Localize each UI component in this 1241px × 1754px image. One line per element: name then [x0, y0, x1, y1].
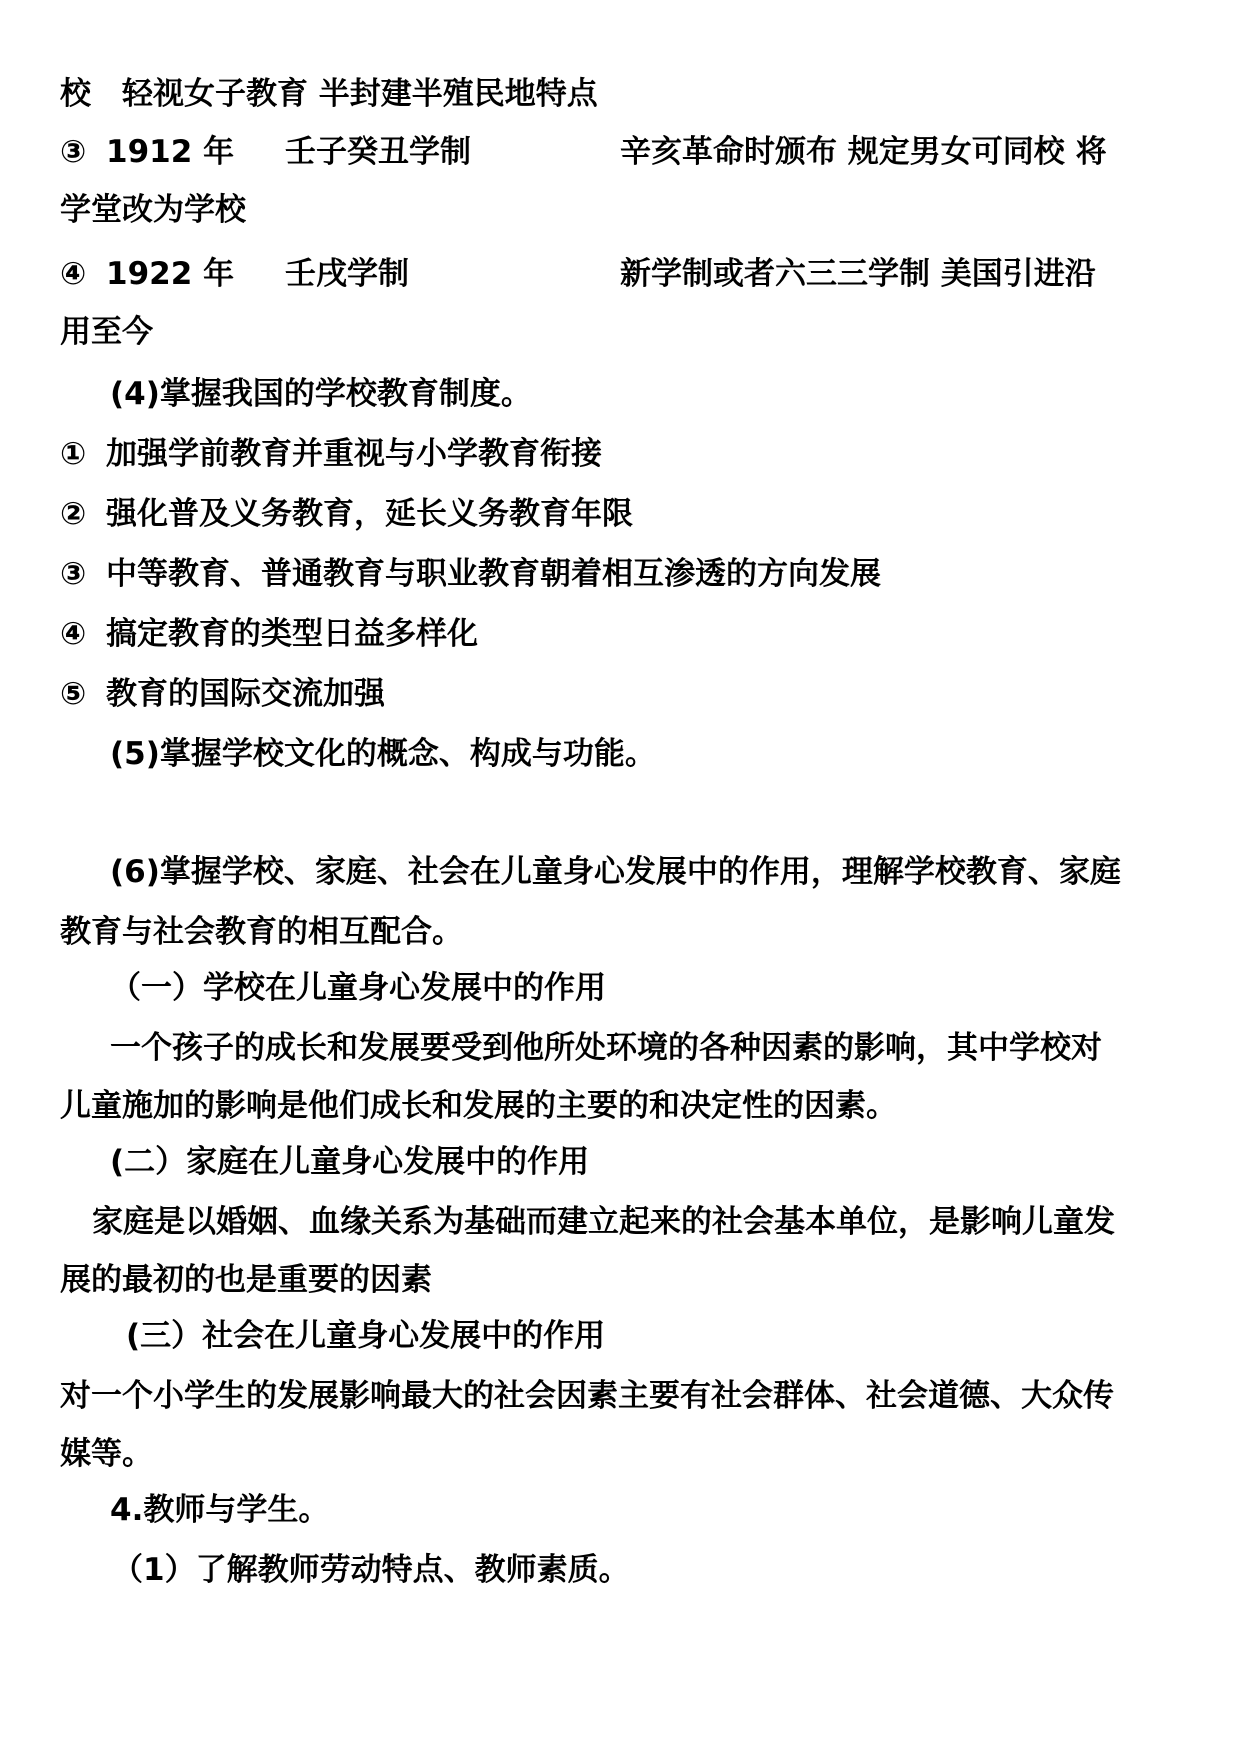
list-item	[60, 434, 602, 474]
subsection-teacher-traits: （1）了解教师劳动特点、教师素质。	[112, 1552, 630, 1588]
list-item-text: 中等教育、普通教育与职业教育朝着相互渗透的方向发展	[106, 556, 881, 592]
section-teachers-students: 4.教师与学生。	[110, 1492, 330, 1528]
system-name-1922: 壬戌学制	[285, 256, 409, 292]
text-line-1: 校 轻视女子教育 半封建半殖民地特点	[60, 76, 598, 112]
list-item	[60, 494, 633, 534]
paragraph-society-line-2: 媒等。	[60, 1436, 153, 1472]
list-item-text: 强化普及义务教育，延长义务教育年限	[106, 496, 633, 532]
list-item	[60, 554, 881, 594]
school-system-1922	[60, 254, 234, 294]
paragraph-family-line-1: 家庭是以婚姻、血缘关系为基础而建立起来的社会基本单位，是影响儿童发	[92, 1204, 1115, 1240]
circled-number-1: ①	[60, 436, 87, 472]
school-system-1912	[60, 132, 234, 172]
paragraph-society-line-1: 对一个小学生的发展影响最大的社会因素主要有社会群体、社会道德、大众传	[60, 1378, 1114, 1414]
year-1912: 1912 年	[106, 134, 235, 170]
list-item-text: 加强学前教育并重视与小学教育衔接	[106, 436, 602, 472]
system-desc-1912: 辛亥革命时颁布 规定男女可同校 将	[620, 134, 1107, 170]
heading-4: (4)掌握我国的学校教育制度。	[110, 376, 532, 412]
list-item-text: 搞定教育的类型日益多样化	[106, 616, 478, 652]
paragraph-school-line-1: 一个孩子的成长和发展要受到他所处环境的各种因素的影响，其中学校对	[110, 1030, 1102, 1066]
circled-number-4: ④	[60, 256, 87, 292]
circled-number-5: ⑤	[60, 676, 87, 712]
subheading-family: (二）家庭在儿童身心发展中的作用	[110, 1144, 590, 1180]
system-name-1912: 壬子癸丑学制	[285, 134, 471, 170]
year-1922: 1922 年	[106, 256, 235, 292]
subheading-society: (三）社会在儿童身心发展中的作用	[126, 1318, 606, 1354]
heading-6-line-2: 教育与社会教育的相互配合。	[60, 914, 463, 950]
text-line-5: 用至今	[60, 314, 153, 350]
subheading-school: （一）学校在儿童身心发展中的作用	[110, 970, 606, 1006]
list-item-text: 教育的国际交流加强	[106, 676, 385, 712]
list-item	[60, 614, 478, 654]
text-line-3: 学堂改为学校	[60, 192, 246, 228]
circled-number-2: ②	[60, 496, 87, 532]
paragraph-family-line-2: 展的最初的也是重要的因素	[60, 1262, 432, 1298]
heading-5: (5)掌握学校文化的概念、构成与功能。	[110, 736, 656, 772]
paragraph-school-line-2: 儿童施加的影响是他们成长和发展的主要的和决定性的因素。	[60, 1088, 897, 1124]
system-desc-1922: 新学制或者六三三学制 美国引进沿	[620, 256, 1096, 292]
circled-number-3: ③	[60, 134, 87, 170]
circled-number-3: ③	[60, 556, 87, 592]
heading-6-line-1: (6)掌握学校、家庭、社会在儿童身心发展中的作用，理解学校教育、家庭	[110, 854, 1121, 890]
circled-number-4: ④	[60, 616, 87, 652]
list-item	[60, 674, 385, 714]
